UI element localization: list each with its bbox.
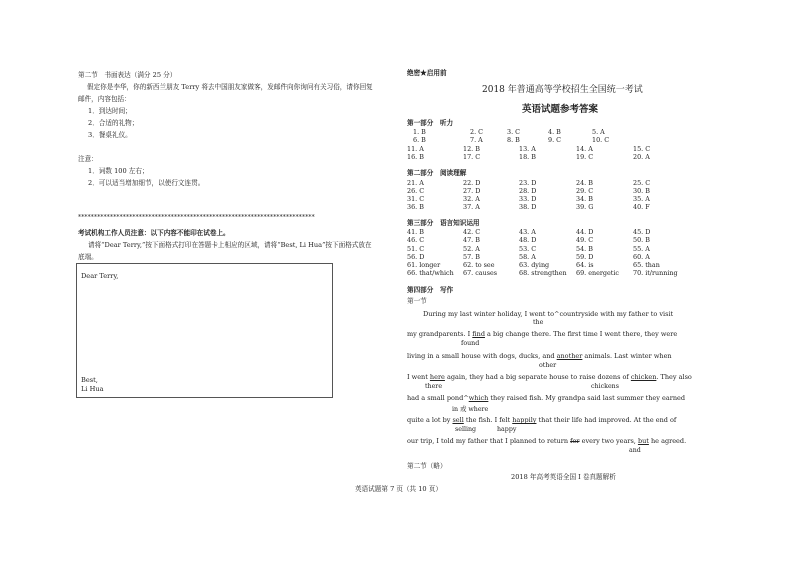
letter-box	[76, 263, 333, 398]
answer-cell: 13. A	[519, 145, 536, 153]
section-title: 第二节 书面表达（满分 25 分）	[78, 71, 177, 79]
answer-cell: 49. C	[576, 236, 594, 244]
essay-line: quite a lot by sell the fish. I felt happily that their life had improved. At the end of	[407, 416, 677, 424]
answer-cell: 54. B	[576, 245, 593, 253]
answer-cell: 35. A	[633, 195, 650, 203]
staff-line: 底端。	[78, 253, 98, 261]
answer-cell: 7. A	[470, 136, 483, 144]
answer-cell: 48. D	[519, 236, 537, 244]
answer-cell: 31. C	[407, 195, 425, 203]
insert-mark: ^	[463, 394, 469, 402]
answer-cell: 5. A	[592, 128, 605, 136]
answer-cell: 58. A	[519, 253, 536, 261]
answer-cell: 23. D	[519, 179, 537, 187]
answer-cell: 70. it/running	[633, 269, 678, 277]
notes-title: 注意：	[78, 155, 98, 163]
answer-cell: 27. D	[463, 187, 481, 195]
insert-mark: ^	[554, 310, 560, 318]
answer-cell: 42. C	[463, 228, 481, 236]
answer-cell: 15. C	[633, 145, 651, 153]
answer-cell: 41. B	[407, 228, 424, 236]
essay-line: During my last winter holiday, I went to^countryside with my father to visit	[423, 310, 674, 318]
essay-line: living in a small house with dogs, ducks, and another animals. Last winter when	[407, 352, 672, 360]
correction: the	[533, 319, 544, 326]
answer-cell: 45. D	[633, 228, 651, 236]
answer-cell: 53. C	[519, 245, 537, 253]
answer-cell: 62. to see	[463, 261, 495, 269]
correction: in 或 where	[452, 406, 489, 413]
answer-cell: 16. B	[407, 153, 424, 161]
answer-cell: 50. B	[633, 236, 650, 244]
answer-cell: 25. C	[633, 179, 651, 187]
answer-cell: 28. D	[519, 187, 537, 195]
correction: happy	[497, 426, 517, 433]
answer-cell: 59. D	[576, 253, 594, 261]
prompt-line: 邮件，内容包括：	[78, 95, 131, 103]
page-footer: 英语试题第 7 页（共 10 页）	[355, 485, 442, 493]
letter-greeting: Dear Terry,	[81, 272, 119, 280]
answer-cell: 30. B	[633, 187, 650, 195]
answer-cell: 29. C	[576, 187, 594, 195]
answer-cell: 61. longer	[407, 261, 441, 269]
correction: selling	[455, 426, 477, 433]
correction: other	[539, 362, 557, 369]
answer-cell: 57. B	[463, 253, 480, 261]
answer-cell: 40. F	[633, 203, 650, 211]
answer-cell: 17. C	[463, 153, 481, 161]
answer-cell: 69. energetic	[576, 269, 619, 277]
answer-cell: 6. B	[413, 136, 426, 144]
essay-line: I went here again, they had a big separate house to raise dozens of chicken. They also	[407, 373, 692, 381]
answer-cell: 32. A	[463, 195, 480, 203]
answer-cell: 44. D	[576, 228, 594, 236]
answer-cell: 22. D	[463, 179, 481, 187]
answer-cell: 11. A	[407, 145, 424, 153]
answer-cell: 38. D	[519, 203, 537, 211]
section-label: 第一节	[407, 297, 427, 305]
answer-cell: 68. strengthen	[519, 269, 567, 277]
answer-title: 英语试题参考答案	[522, 104, 599, 115]
answer-cell: 60. A	[633, 253, 650, 261]
answer-cell: 10. C	[592, 136, 610, 144]
answer-cell: 51. C	[407, 245, 425, 253]
answer-cell: 14. A	[576, 145, 593, 153]
answer-cell: 2. C	[470, 128, 484, 136]
answer-cell: 9. C	[548, 136, 562, 144]
answer-cell: 63. dying	[519, 261, 550, 269]
answer-cell: 56. D	[407, 253, 425, 261]
content-point: 2．合适的礼物；	[88, 119, 139, 127]
staff-line: 请将“Dear Terry,”按下面格式打印在答题卡上相应的区域，请将“Best, Li Hua”按下面格式放在	[88, 241, 372, 249]
answer-cell: 36. B	[407, 203, 424, 211]
secret-label: 绝密★启用前	[407, 69, 447, 77]
letter-closing: Best,	[81, 376, 98, 384]
answer-cell: 46. C	[407, 236, 425, 244]
answer-cell: 26. C	[407, 187, 425, 195]
answer-cell: 1. B	[413, 128, 426, 136]
star-divider: **************************************************************************	[78, 214, 315, 221]
answer-cell: 4. B	[548, 128, 561, 136]
answer-cell: 43. A	[519, 228, 536, 236]
answer-cell: 24. B	[576, 179, 593, 187]
essay-line: had a small pond^which they raised fish. My grandpa said last summer they earned	[407, 394, 686, 402]
answer-cell: 55. A	[633, 245, 650, 253]
essay-line: our trip, I told my father that I planned to return for every two years, but he agreed.	[407, 437, 687, 445]
answer-cell: 64. is	[576, 261, 594, 269]
essay-line: my grandparents. I find a big change there. The first time I went there, they were	[407, 330, 678, 338]
footer-caption: 2018 年高考英语全国 I 卷真题解析	[511, 473, 616, 481]
correction: there	[425, 383, 443, 390]
section-label: 第二节（略）	[407, 462, 447, 470]
answer-cell: 12. B	[463, 145, 480, 153]
answer-cell: 19. C	[576, 153, 594, 161]
content-point: 1．到达时间；	[88, 107, 132, 115]
answer-cell: 37. A	[463, 203, 480, 211]
answer-cell: 67. causes	[463, 269, 498, 277]
answer-cell: 52. A	[463, 245, 480, 253]
note-item: 1．词数 100 左右；	[88, 167, 149, 175]
content-point: 3．餐桌礼仪。	[88, 131, 132, 139]
answer-cell: 47. B	[463, 236, 480, 244]
prompt-line: 假定你是李华，你的新西兰朋友 Terry 将去中国朋友家做客，发邮件向你询问有关习俗，请你回复	[87, 83, 373, 91]
answer-cell: 20. A	[633, 153, 650, 161]
answer-cell: 8. B	[507, 136, 520, 144]
answer-cell: 21. A	[407, 179, 424, 187]
note-item: 2．可以适当增加细节，以使行文连贯。	[88, 179, 205, 187]
part-heading: 第二部分 阅读理解	[407, 169, 467, 177]
answer-cell: 65. than	[633, 261, 660, 269]
part-heading: 第四部分 写作	[407, 286, 454, 294]
correction: found	[461, 340, 480, 347]
staff-notice: 考试机构工作人员注意：以下内容不能印在试卷上。	[78, 229, 230, 237]
part-heading: 第一部分 听力	[407, 119, 454, 127]
answer-cell: 18. B	[519, 153, 536, 161]
exam-title: 2018 年普通高等学校招生全国统一考试	[482, 85, 643, 95]
answer-cell: 33. D	[519, 195, 537, 203]
correction: chickens	[591, 383, 619, 390]
letter-signature: Li Hua	[81, 385, 104, 393]
answer-cell: 39. G	[576, 203, 594, 211]
answer-cell: 3. C	[507, 128, 521, 136]
part-heading: 第三部分 语言知识运用	[407, 219, 480, 227]
answer-cell: 34. B	[576, 195, 593, 203]
correction: and	[629, 447, 641, 454]
answer-cell: 66. that/which	[407, 269, 454, 277]
